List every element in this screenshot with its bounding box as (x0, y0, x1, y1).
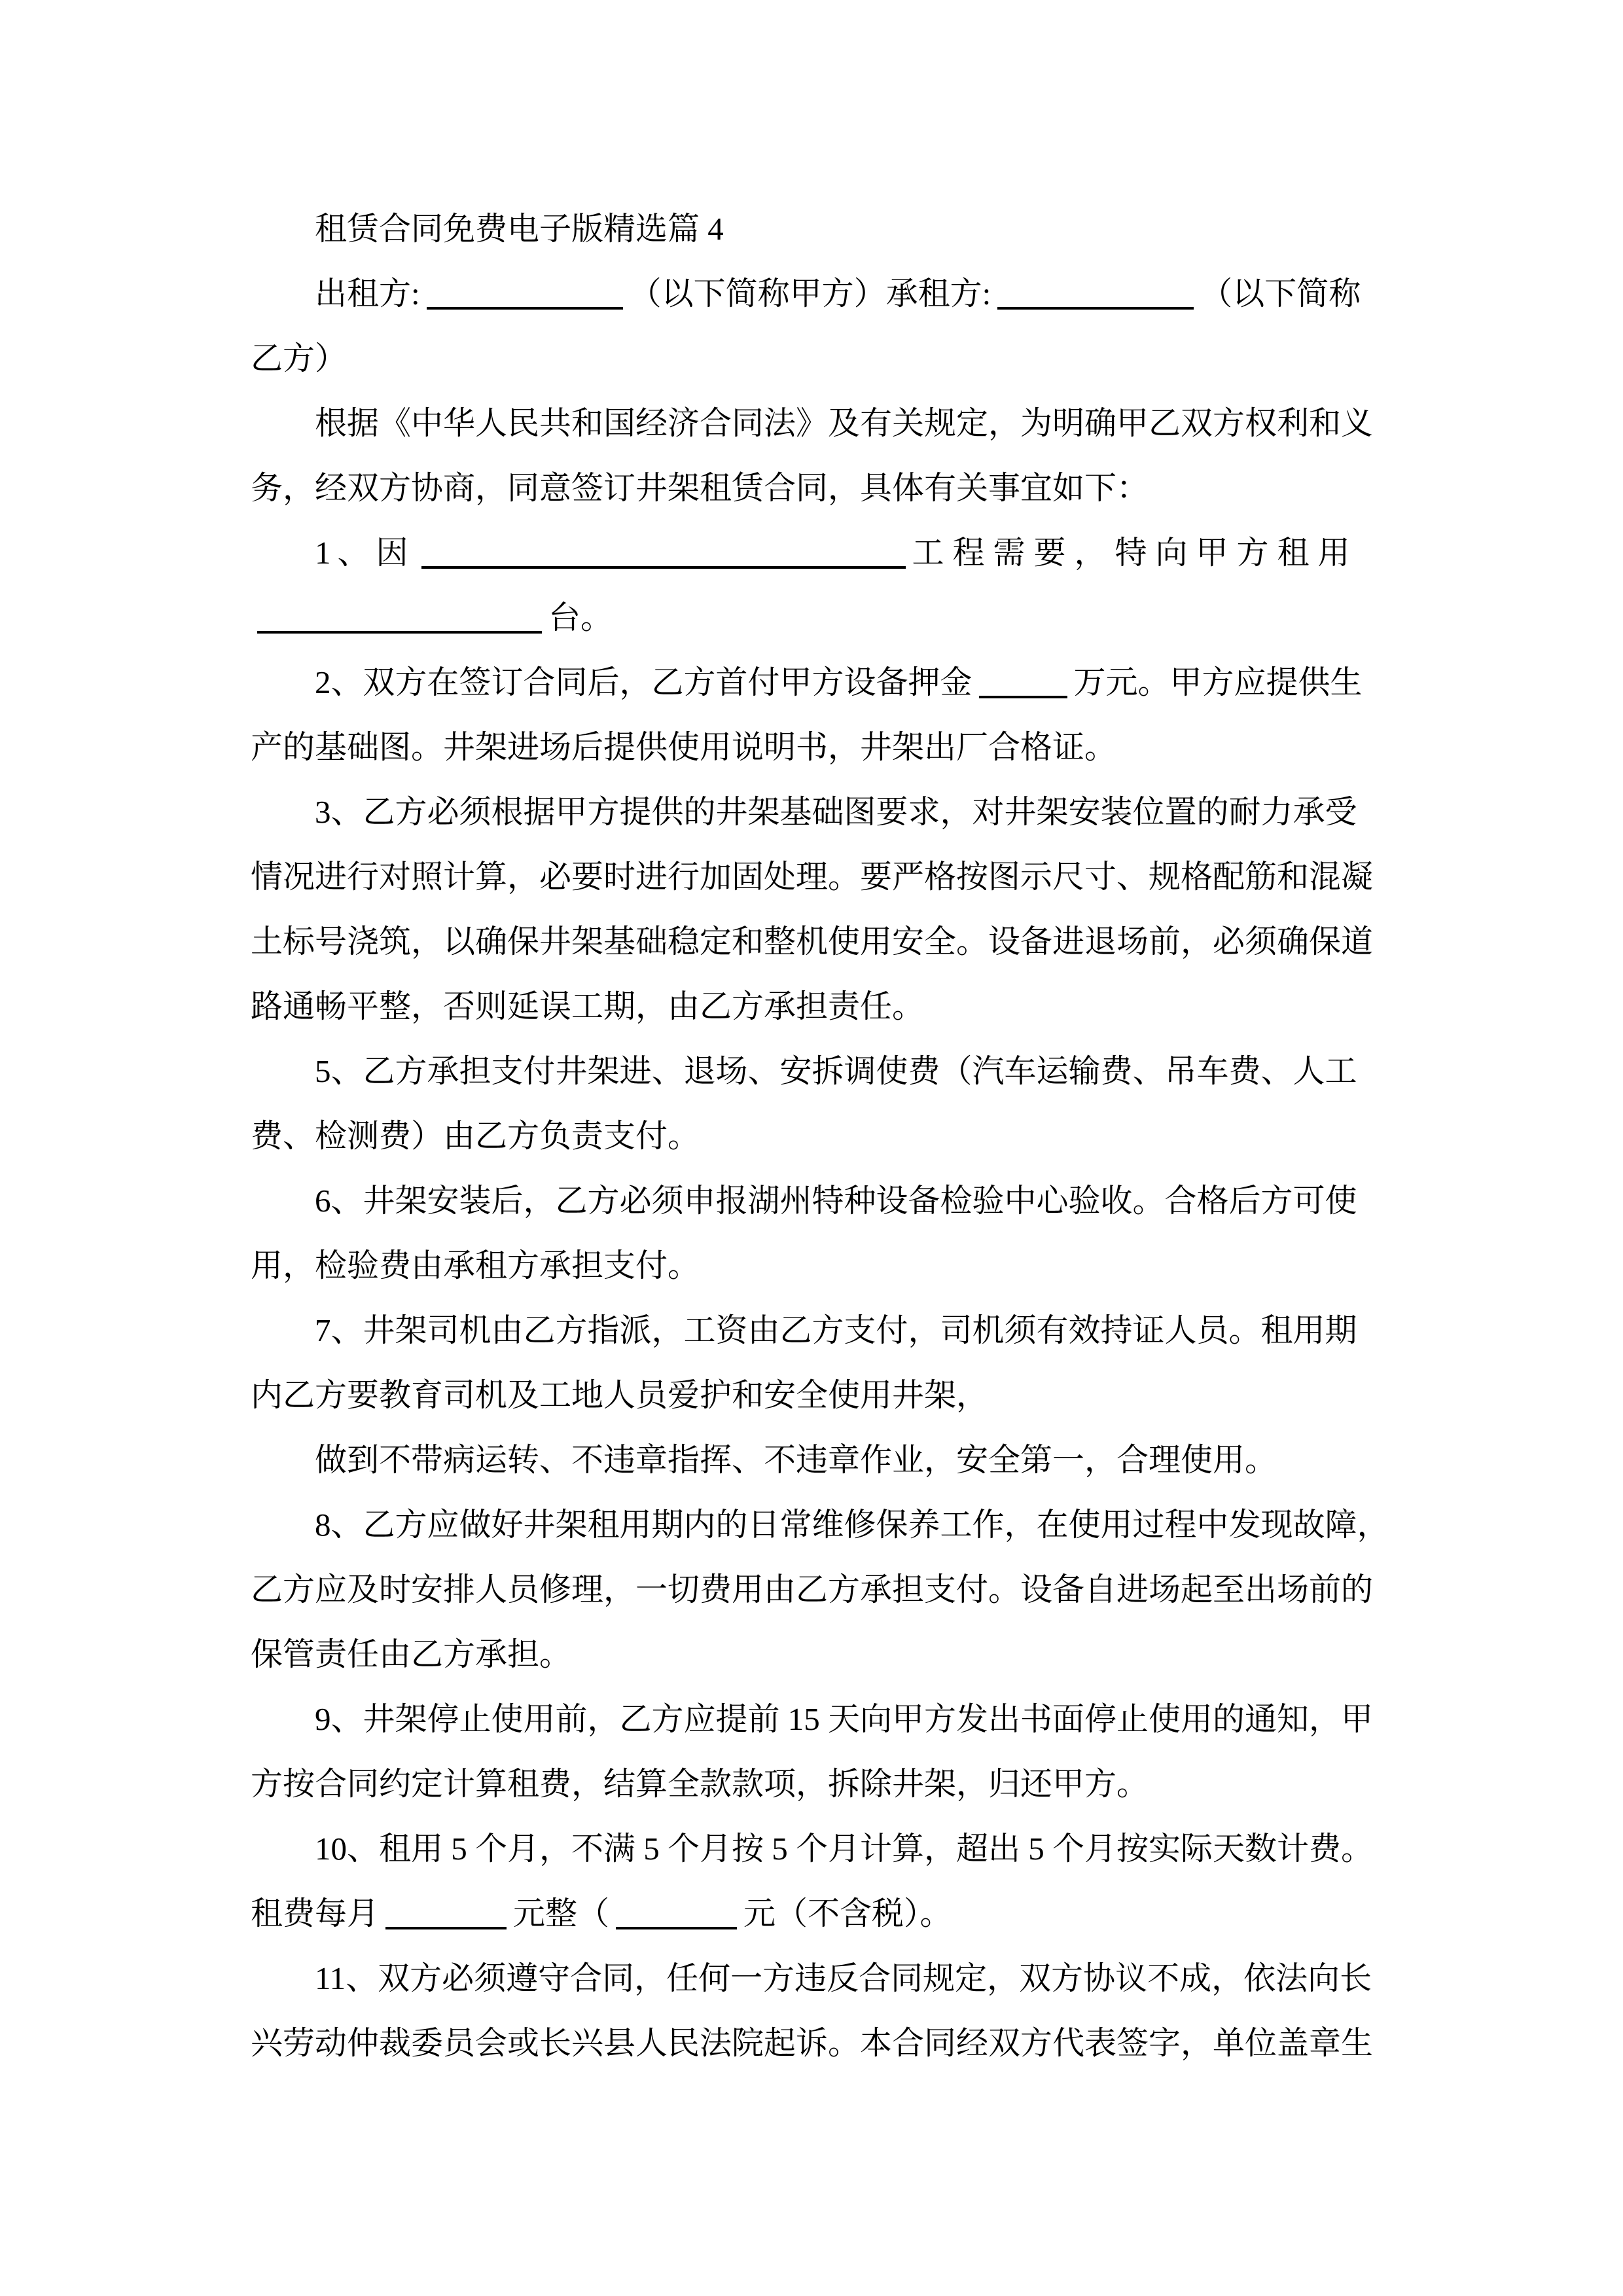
document-line (251, 1363, 1387, 1427)
text-run: 出租方: (315, 276, 420, 312)
document-line (251, 909, 1387, 974)
document-line (251, 520, 1387, 585)
document-line (251, 844, 1387, 909)
text-run: 5、乙方承担支付井架进、退场、安拆调使费（汽车运输费、吊车费、人工 (315, 1053, 1357, 1089)
document-line (251, 326, 1387, 391)
text-run: 工程需要，特向甲方租用 (912, 535, 1359, 571)
text-run: 内乙方要教育司机及工地人员爱护和安全使用井架， (251, 1377, 989, 1413)
fill-in-blank (385, 1901, 507, 1929)
fill-in-blank (257, 605, 542, 634)
text-run: 租费每月 (251, 1895, 380, 1931)
text-run: 6、井架安装后，乙方必须申报湖州特种设备检验中心验收。合格后方可使 (315, 1183, 1357, 1219)
text-run: 1、因 (315, 535, 415, 571)
fill-in-blank (997, 281, 1194, 310)
document-line (251, 1946, 1387, 2011)
text-run: 元整（ (513, 1895, 610, 1931)
document-line (251, 1881, 1387, 1946)
document-line (251, 1816, 1387, 1881)
text-run: （以下简称甲方）承租方: (629, 276, 991, 312)
text-run: 乙方应及时安排人员修理，一切费用由乙方承担支付。设备自进场起至出场前的 (251, 1571, 1374, 1607)
document-line (251, 1168, 1387, 1233)
document-line (251, 391, 1387, 456)
fill-in-blank (616, 1901, 737, 1929)
document-line (251, 715, 1387, 780)
document-line (251, 2011, 1387, 2075)
text-run: 乙方） (251, 340, 348, 376)
text-run: 7、井架司机由乙方指派，工资由乙方支付，司机须有效持证人员。租用期 (315, 1312, 1357, 1348)
document-line (251, 456, 1387, 520)
text-run: 万元。甲方应提供生 (1073, 664, 1363, 700)
text-run: 台。 (548, 600, 613, 636)
document-line (251, 1557, 1387, 1622)
text-run: 路通畅平整，否则延误工期，由乙方承担责任。 (251, 988, 925, 1024)
document-line (251, 650, 1387, 715)
document-line (251, 974, 1387, 1039)
text-run: 保管责任由乙方承担。 (251, 1636, 572, 1672)
document-line (251, 780, 1387, 844)
document-line (251, 1622, 1387, 1687)
document-title (251, 196, 1387, 261)
text-run: 8、乙方应做好井架租用期内的日常维修保养工作，在使用过程中发现故障， (315, 1507, 1389, 1543)
text-run: （以下简称 (1200, 276, 1361, 312)
document-line (251, 1039, 1387, 1103)
text-run: 11、双方必须遵守合同，任何一方违反合同规定，双方协议不成，依法向长 (315, 1960, 1372, 1996)
document-line (251, 1103, 1387, 1168)
document-body (251, 196, 1387, 2075)
text-run: 用，检验费由承租方承担支付。 (251, 1247, 700, 1283)
document-line (251, 1233, 1387, 1298)
text-run: 3、乙方必须根据甲方提供的井架基础图要求，对井架安装位置的耐力承受 (315, 794, 1357, 830)
fill-in-blank (427, 281, 623, 310)
text-run: 情况进行对照计算，必要时进行加固处理。要严格按图示尺寸、规格配筋和混凝 (251, 859, 1374, 895)
document-line (251, 261, 1387, 326)
document-line (251, 1751, 1387, 1816)
text-run: 10、租用 5 个月，不满 5 个月按 5 个月计算，超出 5 个月按实际天数计费。 (315, 1831, 1374, 1867)
fill-in-blank (979, 670, 1067, 698)
text-run: 方按合同约定计算租费，结算全款款项，拆除井架，归还甲方。 (251, 1766, 1149, 1802)
text-run: 租赁合同免费电子版精选篇 4 (315, 211, 724, 247)
text-run: 做到不带病运转、不违章指挥、不违章作业，安全第一，合理使用。 (315, 1442, 1277, 1478)
text-run: 2、双方在签订合同后，乙方首付甲方设备押金 (315, 664, 972, 700)
document-line (251, 585, 1387, 650)
document-line (251, 1492, 1387, 1557)
text-run: 9、井架停止使用前，乙方应提前 15 天向甲方发出书面停止使用的通知，甲 (315, 1701, 1374, 1737)
document-line (251, 1298, 1387, 1363)
text-run: 费、检测费）由乙方负责支付。 (251, 1118, 700, 1154)
text-run: 兴劳动仲裁委员会或长兴县人民法院起诉。本合同经双方代表签字，单位盖章生 (251, 2025, 1374, 2061)
fill-in-blank (421, 540, 906, 569)
text-run: 元（不含税）。 (743, 1895, 952, 1931)
document-line (251, 1427, 1387, 1492)
document-line (251, 1687, 1387, 1751)
text-run: 产的基础图。井架进场后提供使用说明书，井架出厂合格证。 (251, 729, 1117, 765)
text-run: 务，经双方协商，同意签订井架租赁合同，具体有关事宜如下： (251, 470, 1149, 506)
text-run: 土标号浇筑，以确保井架基础稳定和整机使用安全。设备进退场前，必须确保道 (251, 924, 1374, 960)
text-run: 根据《中华人民共和国经济合同法》及有关规定，为明确甲乙双方权利和义 (315, 405, 1374, 441)
